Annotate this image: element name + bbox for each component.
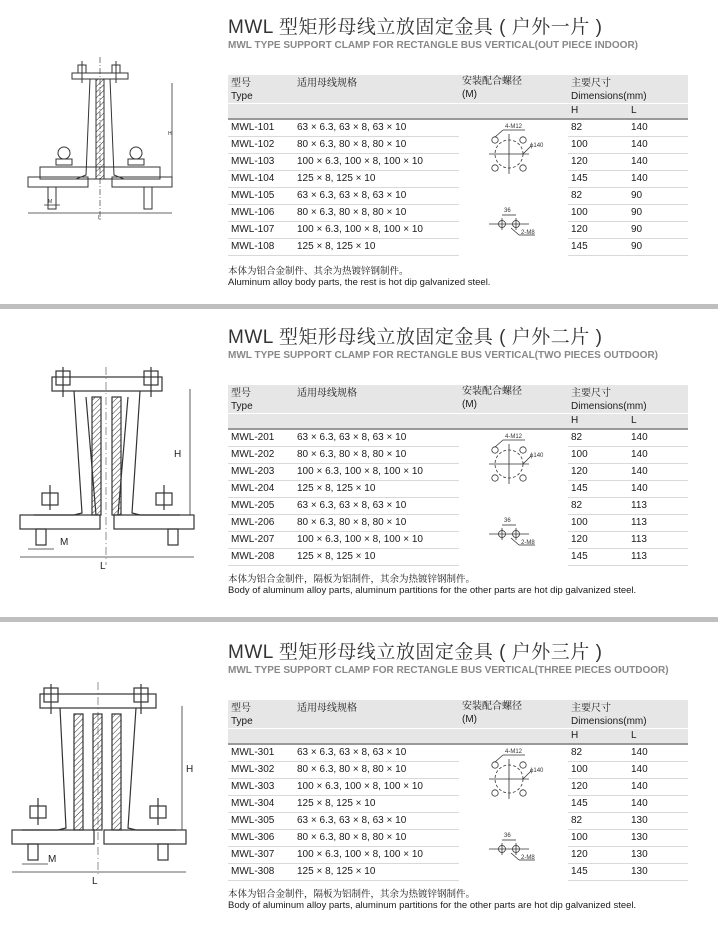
clamp-drawing-three-pieces — [8, 680, 208, 890]
table-row: MWL-303 100 × 6.3, 100 × 8, 100 × 10 120 140 — [228, 779, 688, 796]
note-cn: 本体为铝合金制件，隔板为铝制件，其余为热镀锌钢制件。 — [228, 889, 476, 900]
header-model: 型号 Type — [228, 75, 294, 104]
bolt-pattern-2hole — [459, 498, 568, 566]
header-dimensions: 主要尺寸 Dimensions(mm) — [568, 385, 688, 414]
section-title-cn: MWL 型矩形母线立放固定金具 ( 户外三片 ) — [228, 642, 603, 663]
header-l: L — [628, 414, 688, 430]
svg-text:2-M8: 2-M8 — [521, 229, 535, 236]
svg-text:2-M8: 2-M8 — [521, 539, 535, 546]
table-row: MWL-203 100 × 6.3, 100 × 8, 100 × 10 120 140 — [228, 464, 688, 481]
table-row: MWL-201 63 × 6.3, 63 × 8, 63 × 10 4-M12 ϕ140 82 140 — [228, 429, 688, 447]
header-l: L — [628, 104, 688, 120]
bolt-pattern-2hole — [459, 813, 568, 881]
table-row: MWL-102 80 × 6.3, 80 × 8, 80 × 10 100 140 — [228, 137, 688, 154]
dim-label-h: H — [186, 764, 194, 775]
table-row: MWL-304 125 × 8, 125 × 10 145 140 — [228, 796, 688, 813]
section-two-pieces — [0, 310, 718, 615]
section-title-en: MWL TYPE SUPPORT CLAMP FOR RECTANGLE BUS VERTICAL(OUT PIECE INDOOR) — [228, 40, 639, 51]
table-row: MWL-306 80 × 6.3, 80 × 8, 80 × 10 100 130 — [228, 830, 688, 847]
notes — [228, 574, 636, 596]
table-row: MWL-305 63 × 6.3, 63 × 8, 63 × 10 36 2-M8 82 130 — [228, 813, 688, 830]
section-one-piece — [0, 0, 718, 300]
header-bus-spec: 适用母线规格 — [294, 700, 459, 729]
header-h: H — [568, 414, 628, 430]
table-row: MWL-105 63 × 6.3, 63 × 8, 63 × 10 36 2-M8 82 90 — [228, 188, 688, 205]
section-title-en: MWL TYPE SUPPORT CLAMP FOR RECTANGLE BUS VERTICAL(TWO PIECES OUTDOOR) — [228, 350, 659, 361]
svg-text:4-M12: 4-M12 — [505, 749, 523, 755]
table-row: MWL-107 100 × 6.3, 100 × 8, 100 × 10 120 90 — [228, 222, 688, 239]
dim-label-h: H — [168, 131, 172, 137]
svg-text:ϕ140: ϕ140 — [530, 143, 544, 149]
note-en: Body of aluminum alloy parts, aluminum partitions for the other parts are hot dip galvanized steel. — [228, 585, 637, 596]
note-cn: 本体为铝合金制件，隔板为铝制件，其余为热镀锌钢制件。 — [228, 574, 476, 585]
table-row: MWL-206 80 × 6.3, 80 × 8, 80 × 10 100 113 — [228, 515, 688, 532]
svg-text:ϕ140: ϕ140 — [530, 453, 544, 459]
header-dimensions: 主要尺寸 Dimensions(mm) — [568, 700, 688, 729]
header-bus-spec: 适用母线规格 — [294, 75, 459, 104]
bolt-pattern-4hole — [459, 429, 568, 498]
table-row: MWL-208 125 × 8, 125 × 10 145 113 — [228, 549, 688, 566]
spec-table — [228, 75, 688, 256]
section-divider — [0, 617, 718, 622]
section-three-pieces — [0, 625, 718, 925]
table-row: MWL-103 100 × 6.3, 100 × 8, 100 × 10 120 140 — [228, 154, 688, 171]
section-title-cn: MWL 型矩形母线立放固定金具 ( 户外二片 ) — [228, 327, 603, 348]
bolt-pattern-4hole — [459, 744, 568, 813]
table-row: MWL-202 80 × 6.3, 80 × 8, 80 × 10 100 140 — [228, 447, 688, 464]
bolt-pattern-4hole — [459, 119, 568, 188]
header-model: 型号 Type — [228, 385, 294, 414]
header-h: H — [568, 104, 628, 120]
table-row: MWL-308 125 × 8, 125 × 10 145 130 — [228, 864, 688, 881]
clamp-drawing-one-piece — [20, 55, 190, 230]
header-l: L — [628, 729, 688, 745]
clamp-drawing-two-pieces — [14, 365, 204, 575]
section-title-en: MWL TYPE SUPPORT CLAMP FOR RECTANGLE BUS VERTICAL(THREE PIECES OUTDOOR) — [228, 665, 669, 676]
table-row: MWL-106 80 × 6.3, 80 × 8, 80 × 10 100 90 — [228, 205, 688, 222]
table-row: MWL-301 63 × 6.3, 63 × 8, 63 × 10 4-M12 ϕ140 82 140 — [228, 744, 688, 762]
note-cn: 本体为铝合金制件、其余为热镀锌钢制件。 — [228, 266, 409, 277]
header-model: 型号 Type — [228, 700, 294, 729]
dim-label-m: M — [48, 854, 57, 865]
svg-text:2-M8: 2-M8 — [521, 854, 535, 861]
notes — [228, 889, 636, 911]
note-en: Aluminum alloy body parts, the rest is hot dip galvanized steel. — [228, 277, 491, 288]
dim-label-m: M — [48, 199, 53, 205]
table-row: MWL-205 63 × 6.3, 63 × 8, 63 × 10 36 2-M8 82 113 — [228, 498, 688, 515]
table-row: MWL-101 63 × 6.3, 63 × 8, 63 × 10 4-M12 ϕ140 82 140 — [228, 119, 688, 137]
dim-label-l: L — [98, 215, 101, 221]
svg-text:36: 36 — [504, 207, 511, 214]
table-row: MWL-302 80 × 6.3, 80 × 8, 80 × 10 100 140 — [228, 762, 688, 779]
dim-label-l: L — [92, 876, 98, 887]
notes — [228, 266, 490, 288]
dim-label-l: L — [100, 561, 106, 572]
table-row: MWL-104 125 × 8, 125 × 10 145 140 — [228, 171, 688, 188]
table-row: MWL-307 100 × 6.3, 100 × 8, 100 × 10 120 130 — [228, 847, 688, 864]
svg-text:36: 36 — [504, 517, 511, 524]
header-bolt: 安装配合螺径 (M) — [459, 700, 568, 729]
note-en: Body of aluminum alloy parts, aluminum partitions for the other parts are hot dip galvanized steel. — [228, 900, 637, 911]
svg-text:36: 36 — [504, 832, 511, 839]
header-bolt: 安装配合螺径 (M) — [459, 385, 568, 414]
bolt-pattern-2hole — [459, 188, 568, 256]
header-bolt: 安装配合螺径 (M) — [459, 75, 568, 104]
table-row: MWL-207 100 × 6.3, 100 × 8, 100 × 10 120 113 — [228, 532, 688, 549]
svg-text:4-M12: 4-M12 — [505, 124, 523, 130]
section-title-cn: MWL 型矩形母线立放固定金具 ( 户外一片 ) — [228, 17, 603, 38]
svg-text:ϕ140: ϕ140 — [530, 768, 544, 774]
header-bus-spec: 适用母线规格 — [294, 385, 459, 414]
section-divider — [0, 304, 718, 309]
svg-text:4-M12: 4-M12 — [505, 434, 523, 440]
dim-label-m: M — [60, 537, 69, 548]
spec-table — [228, 385, 688, 566]
spec-table — [228, 700, 688, 881]
table-row: MWL-204 125 × 8, 125 × 10 145 140 — [228, 481, 688, 498]
header-h: H — [568, 729, 628, 745]
header-dimensions: 主要尺寸 Dimensions(mm) — [568, 75, 688, 104]
dim-label-h: H — [174, 449, 182, 460]
table-row: MWL-108 125 × 8, 125 × 10 145 90 — [228, 239, 688, 256]
